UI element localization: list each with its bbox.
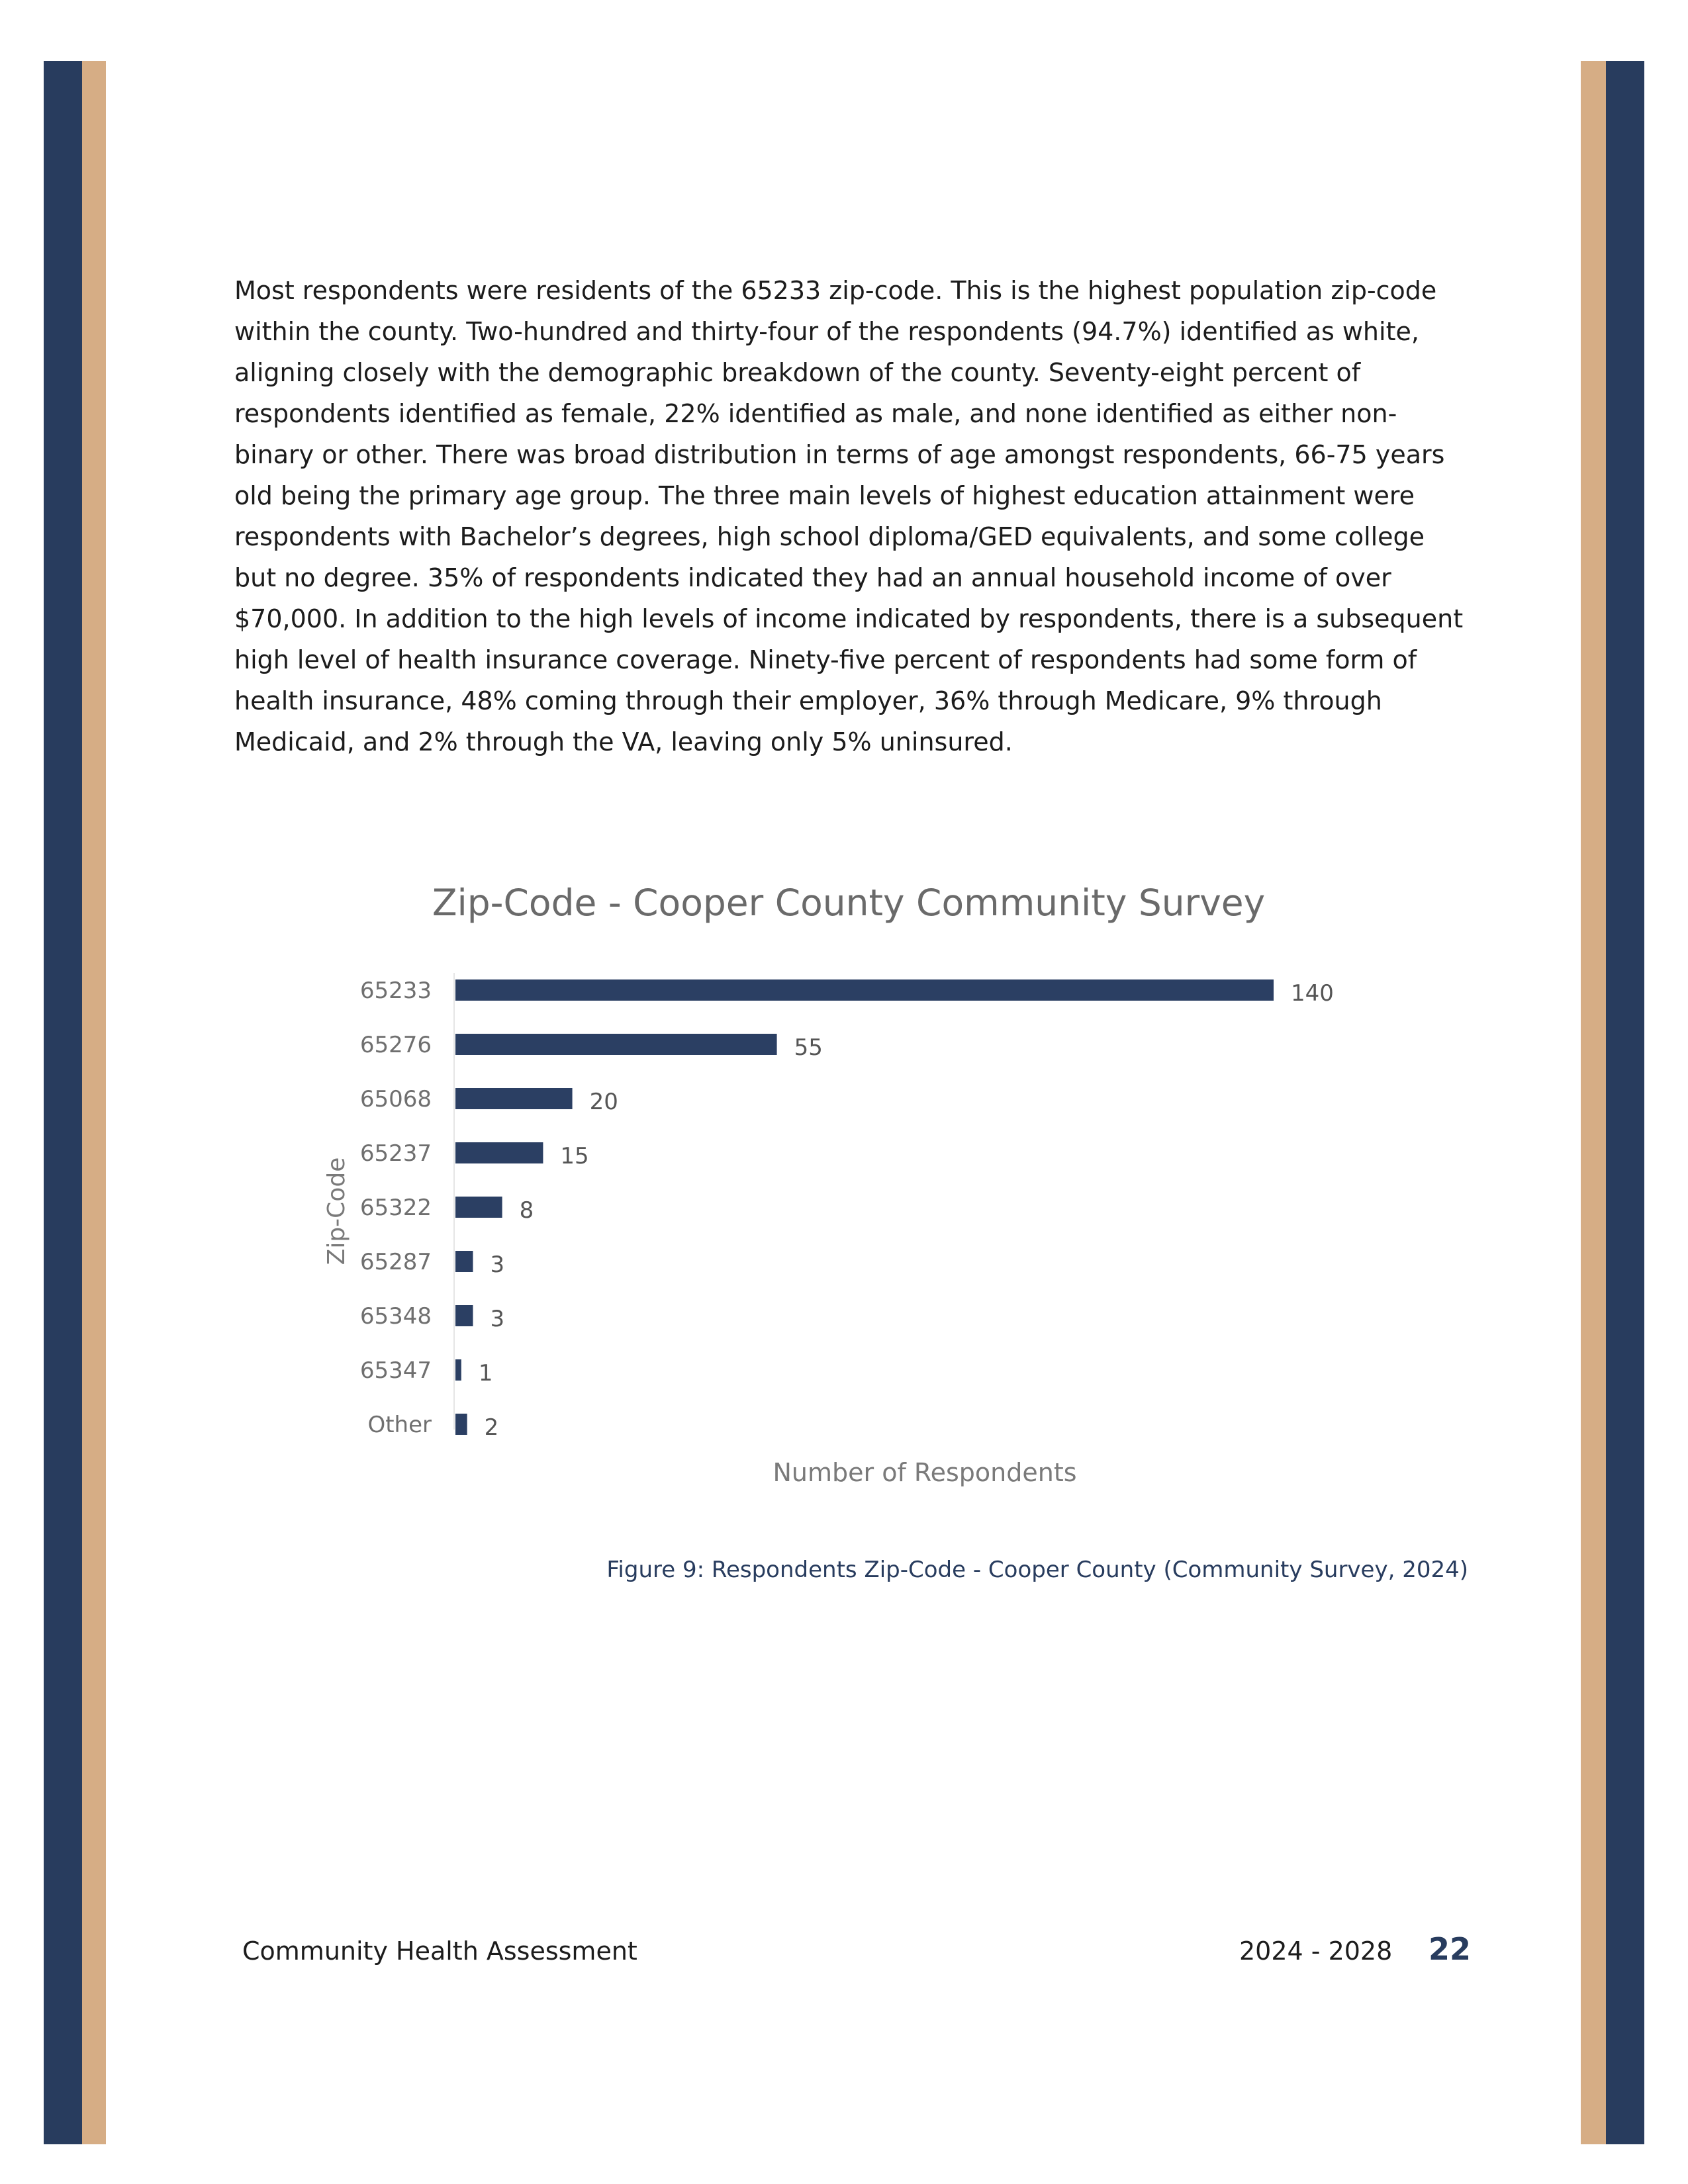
body-paragraph: Most respondents were residents of the 65233 zip-code. This is the highest population zip-code within the county. Two-hundred and thirty-four of the respondents (94.7%) identified as white, aligning closely with the demographic breakdown of the county. Seventy-eight percent of respondents identified as female, 22% identified as male, and none identified as either non-binary or other. There was broad distribution in terms of age amongst respondents, 66-75 years old being the primary age group. The three main levels of highest education attainment were respondents with Bachelor’s degrees, high school diploma/GED equivalents, and some college but no degree. 35% of respondents indicated they had an annual household income of over $70,000. In addition to the high levels of income indicated by respondents, there is a subsequent high level of health insurance coverage. Ninety-five percent of respondents had some form of health insurance, 48% coming through their employer, 36% through Medicare, 9% through Medicaid, and 2% through the VA, leaving only 5% uninsured. (234, 276, 1464, 756)
zip-code-chart (285, 860, 1423, 1529)
right-navy-stripe (1606, 61, 1644, 2144)
page-number: 22 (1429, 1931, 1472, 1967)
left-tan-stripe (82, 61, 106, 2144)
category-label: Other (367, 1412, 432, 1438)
category-label: 65287 (359, 1249, 432, 1275)
bar (455, 1414, 467, 1435)
bar-chart-svg (285, 860, 1423, 1529)
data-label: 55 (794, 1034, 823, 1061)
bars-group (360, 978, 1334, 1441)
bar (455, 1251, 473, 1272)
figure-caption: Figure 9: Respondents Zip-Code - Cooper County (Community Survey, 2024) (606, 1557, 1468, 1583)
category-label: 65348 (359, 1303, 432, 1330)
bar (455, 1359, 461, 1381)
y-axis-label: Zip-Code (323, 1157, 350, 1265)
category-label: 65233 (359, 978, 432, 1004)
footer-years: 2024 - 2028 (1239, 1936, 1393, 1966)
data-label: 140 (1291, 980, 1334, 1007)
footer-title: Community Health Assessment (242, 1936, 637, 1966)
x-axis-label: Number of Respondents (773, 1458, 1077, 1487)
bar (455, 979, 1274, 1001)
bar (455, 1142, 543, 1163)
data-label: 1 (478, 1360, 493, 1387)
data-label: 20 (589, 1089, 618, 1115)
category-label: 65276 (359, 1032, 432, 1058)
left-navy-stripe (44, 61, 82, 2144)
chart-title: Zip-Code - Cooper County Community Survey (432, 882, 1266, 924)
category-label: 65347 (359, 1357, 432, 1384)
data-label: 3 (490, 1251, 505, 1278)
bar (455, 1197, 502, 1218)
data-label: 8 (519, 1197, 534, 1224)
bar (455, 1305, 473, 1326)
category-label: 65237 (359, 1140, 432, 1167)
data-label: 15 (560, 1143, 589, 1169)
bar (455, 1088, 573, 1109)
data-label: 3 (490, 1306, 505, 1332)
data-label: 2 (484, 1414, 499, 1441)
bar (455, 1034, 777, 1055)
category-label: 65068 (359, 1086, 432, 1113)
right-tan-stripe (1581, 61, 1606, 2144)
category-label: 65322 (359, 1195, 432, 1221)
